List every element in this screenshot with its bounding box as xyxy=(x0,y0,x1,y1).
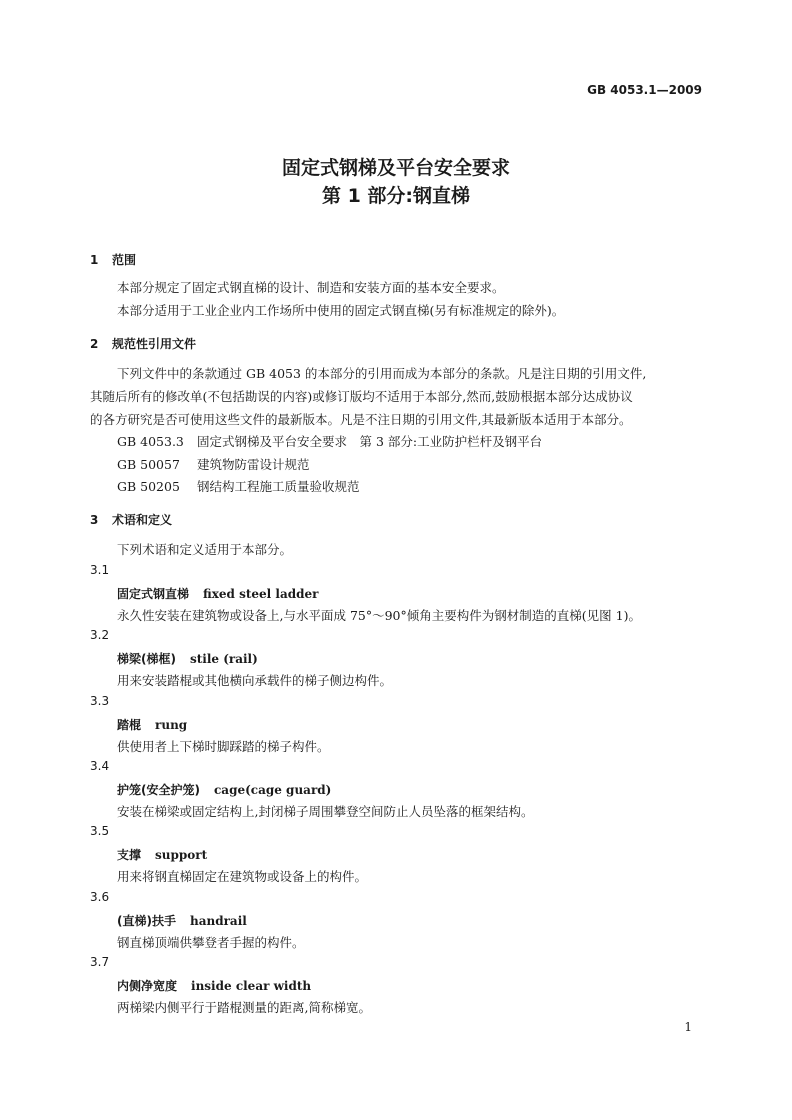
paragraph: 下列术语和定义适用于本部分。 xyxy=(117,542,293,557)
standard-number: GB 4053.1—2009 xyxy=(587,83,702,97)
term-zh: 内侧净宽度 xyxy=(117,979,178,993)
section-title: 规范性引用文件 xyxy=(112,337,197,351)
section-title: 范围 xyxy=(112,253,137,267)
term-entry xyxy=(117,781,331,798)
term-en: inside clear width xyxy=(191,979,312,993)
section-heading-scope xyxy=(90,251,136,268)
page-number: 1 xyxy=(684,1020,692,1034)
section-heading-terms xyxy=(90,511,172,528)
term-definition: 用来安装踏棍或其他横向承载件的梯子侧边构件。 xyxy=(117,673,393,688)
reference-item xyxy=(117,477,360,495)
term-entry xyxy=(117,716,187,733)
paragraph-line: 的各方研究是否可使用这些文件的最新版本。凡是不注日期的引用文件,其最新版本适用于本部分。 xyxy=(90,412,632,427)
reference-code: GB 50205 xyxy=(117,479,180,494)
document-subtitle: 第 1 部分:钢直梯 xyxy=(321,185,471,207)
section-heading-normative-references xyxy=(90,335,196,352)
section-title: 术语和定义 xyxy=(112,513,173,527)
term-definition: 供使用者上下梯时脚踩踏的梯子构件。 xyxy=(117,739,330,754)
term-entry xyxy=(117,912,247,929)
clause-number: 3.1 xyxy=(90,563,110,577)
term-en: fixed steel ladder xyxy=(203,587,319,601)
term-en: cage(cage guard) xyxy=(213,783,332,797)
term-zh: (直梯)扶手 xyxy=(117,914,176,928)
term-en: handrail xyxy=(189,914,247,928)
term-en: stile (rail) xyxy=(189,652,258,666)
term-definition: 永久性安装在建筑物或设备上,与水平面成 75°～90°倾角主要构件为钢材制造的直梯(见图 1)。 xyxy=(117,608,641,623)
term-zh: 支撑 xyxy=(117,848,142,862)
reference-title: 钢结构工程施工质量验收规范 xyxy=(197,479,360,494)
paragraph: 本部分规定了固定式钢直梯的设计、制造和安装方面的基本安全要求。 xyxy=(117,280,505,295)
reference-title: 建筑物防雷设计规范 xyxy=(197,457,310,472)
clause-number: 3.6 xyxy=(90,890,110,904)
clause-number: 3.3 xyxy=(90,694,110,708)
reference-item xyxy=(117,455,310,473)
term-zh: 踏棍 xyxy=(117,718,142,732)
term-definition: 两梯梁内侧平行于踏棍测量的距离,简称梯宽。 xyxy=(117,1000,371,1015)
term-entry xyxy=(117,977,311,994)
clause-number: 3.2 xyxy=(90,628,110,642)
term-definition: 钢直梯顶端供攀登者手握的构件。 xyxy=(117,935,305,950)
paragraph-line: 其随后所有的修改单(不包括勘误的内容)或修订版均不适用于本部分,然而,鼓励根据本部分达成协议 xyxy=(90,389,633,404)
reference-code: GB 4053.3 xyxy=(117,434,184,449)
reference-title: 固定式钢梯及平台安全要求 第 3 部分:工业防护栏杆及钢平台 xyxy=(197,434,543,449)
clause-number: 3.4 xyxy=(90,759,110,773)
clause-number: 3.7 xyxy=(90,955,110,969)
term-definition: 安装在梯梁或固定结构上,封闭梯子周围攀登空间防止人员坠落的框架结构。 xyxy=(117,804,534,819)
section-number: 3 xyxy=(90,513,99,527)
paragraph-line: 下列文件中的条款通过 GB 4053 的本部分的引用而成为本部分的条款。凡是注日期的引用文件, xyxy=(117,366,647,381)
term-zh: 护笼(安全护笼) xyxy=(117,783,200,797)
clause-number: 3.5 xyxy=(90,824,110,838)
term-en: support xyxy=(155,848,208,862)
reference-code: GB 50057 xyxy=(117,457,180,472)
term-entry xyxy=(117,846,207,863)
term-entry xyxy=(117,650,258,667)
document-title: 固定式钢梯及平台安全要求 xyxy=(281,157,510,179)
section-number: 1 xyxy=(90,253,99,267)
term-zh: 梯梁(梯框) xyxy=(117,652,176,666)
section-number: 2 xyxy=(90,337,99,351)
term-zh: 固定式钢直梯 xyxy=(117,587,190,601)
term-definition: 用来将钢直梯固定在建筑物或设备上的构件。 xyxy=(117,869,368,884)
paragraph: 本部分适用于工业企业内工作场所中使用的固定式钢直梯(另有标准规定的除外)。 xyxy=(117,303,565,318)
term-entry xyxy=(117,585,318,602)
reference-item xyxy=(117,432,542,450)
term-en: rung xyxy=(155,718,188,732)
